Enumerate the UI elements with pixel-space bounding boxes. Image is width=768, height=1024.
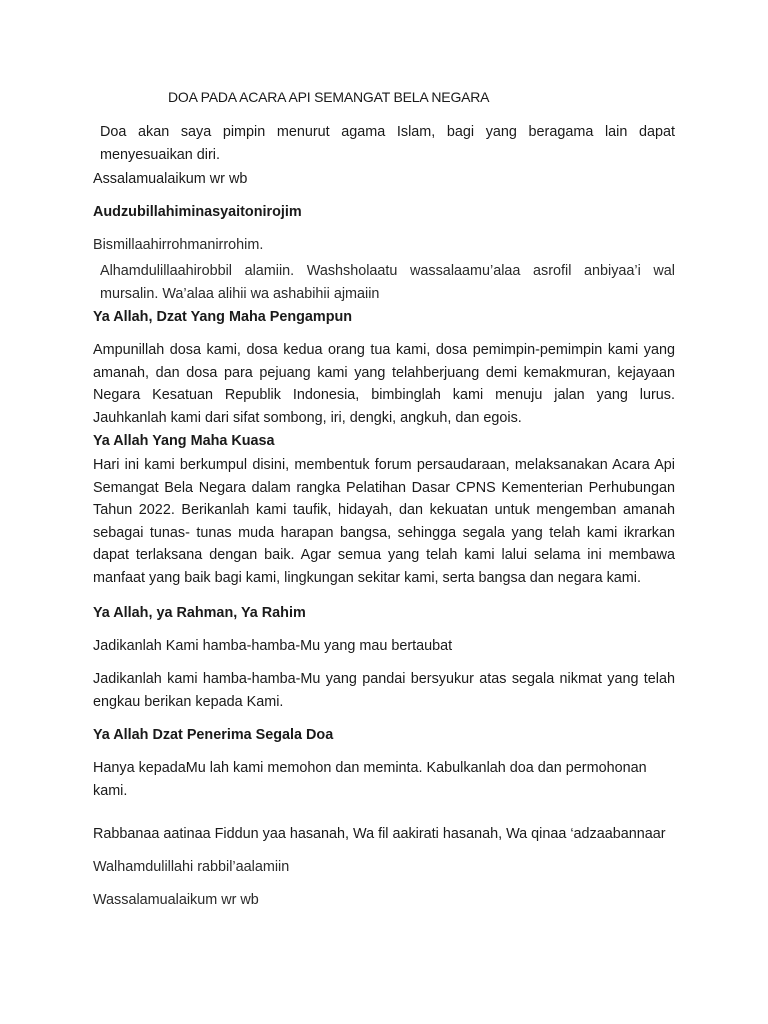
heading-maha-kuasa: Ya Allah Yang Maha Kuasa xyxy=(93,433,275,449)
closing-rabbanaa: Rabbanaa aatinaa Fiddun yaa hasanah, Wa fil aakirati hasanah, Wa qinaa ‘adzaabannaar xyxy=(93,826,666,842)
heading-rahman-rahim: Ya Allah, ya Rahman, Ya Rahim xyxy=(93,605,306,621)
basmalah: Bismillaahirrohmanirrohim. xyxy=(93,237,264,253)
intro-note: Doa akan saya pimpin menurut agama Islam, bagi yang beragama lain dapat menyesuaikan diri. xyxy=(100,124,675,163)
paragraph-berkumpul: Hari ini kami berkumpul disini, membentuk forum persaudaraan, melaksanakan Acara Api Semangat Bela Negara dalam rangka Pelatihan Dasar CPNS Kementerian Perhubungan Tahun 2022. Berikanlah kami taufik, hidayah, dan kekuatan untuk mengemban amanah sebagai tunas- tunas muda harapan bangsa, sehingga segala yang telah kami ikrarkan dapat terlaksana dengan baik. Agar semua yang telah kami lalui selama ini membawa manfaat yang baik bagi kami, lingkungan sekitar kami, serta bangsa dan negara kami. xyxy=(93,457,675,586)
paragraph-bersyukur: Jadikanlah kami hamba-hamba-Mu yang pandai bersyukur atas segala nikmat yang telah engkau berikan kepada Kami. xyxy=(93,671,675,710)
document-title: DOA PADA ACARA API SEMANGAT BELA NEGARA xyxy=(168,89,490,105)
heading-maha-pengampun: Ya Allah, Dzat Yang Maha Pengampun xyxy=(93,309,353,325)
closing-hamdalah: Walhamdulillahi rabbil’aalamiin xyxy=(93,859,290,875)
paragraph-ampunillah: Ampunillah dosa kami, dosa kedua orang tua kami, dosa pemimpin-pemimpin kami yang amanah, dan dosa para pejuang kami yang telahberjuang demi kemakmuran, kejayaan Negara Kesatuan Republik Indonesia, bimbinglah kami menuju jalan yang lurus. Jauhkanlah kami dari sifat sombong, iri, dengki, angkuh, dan egois. xyxy=(93,342,675,426)
greeting: Assalamualaikum wr wb xyxy=(93,171,248,187)
heading-penerima-doa: Ya Allah Dzat Penerima Segala Doa xyxy=(93,727,334,743)
closing-salam: Wassalamualaikum wr wb xyxy=(93,892,259,908)
taawudz: Audzubillahiminasyaitonirojim xyxy=(93,204,302,220)
opening-praise: Alhamdulillaahirobbil alamiin. Washsholaatu wassalaamu’alaa asrofil anbiyaa’i wal mursalin. Wa’alaa alihii wa ashabihii ajmaiin xyxy=(100,263,675,302)
paragraph-bertaubat: Jadikanlah Kami hamba-hamba-Mu yang mau bertaubat xyxy=(93,638,453,654)
paragraph-memohon: Hanya kepadaMu lah kami memohon dan meminta. Kabulkanlah doa dan permohonan kami. xyxy=(93,760,647,799)
